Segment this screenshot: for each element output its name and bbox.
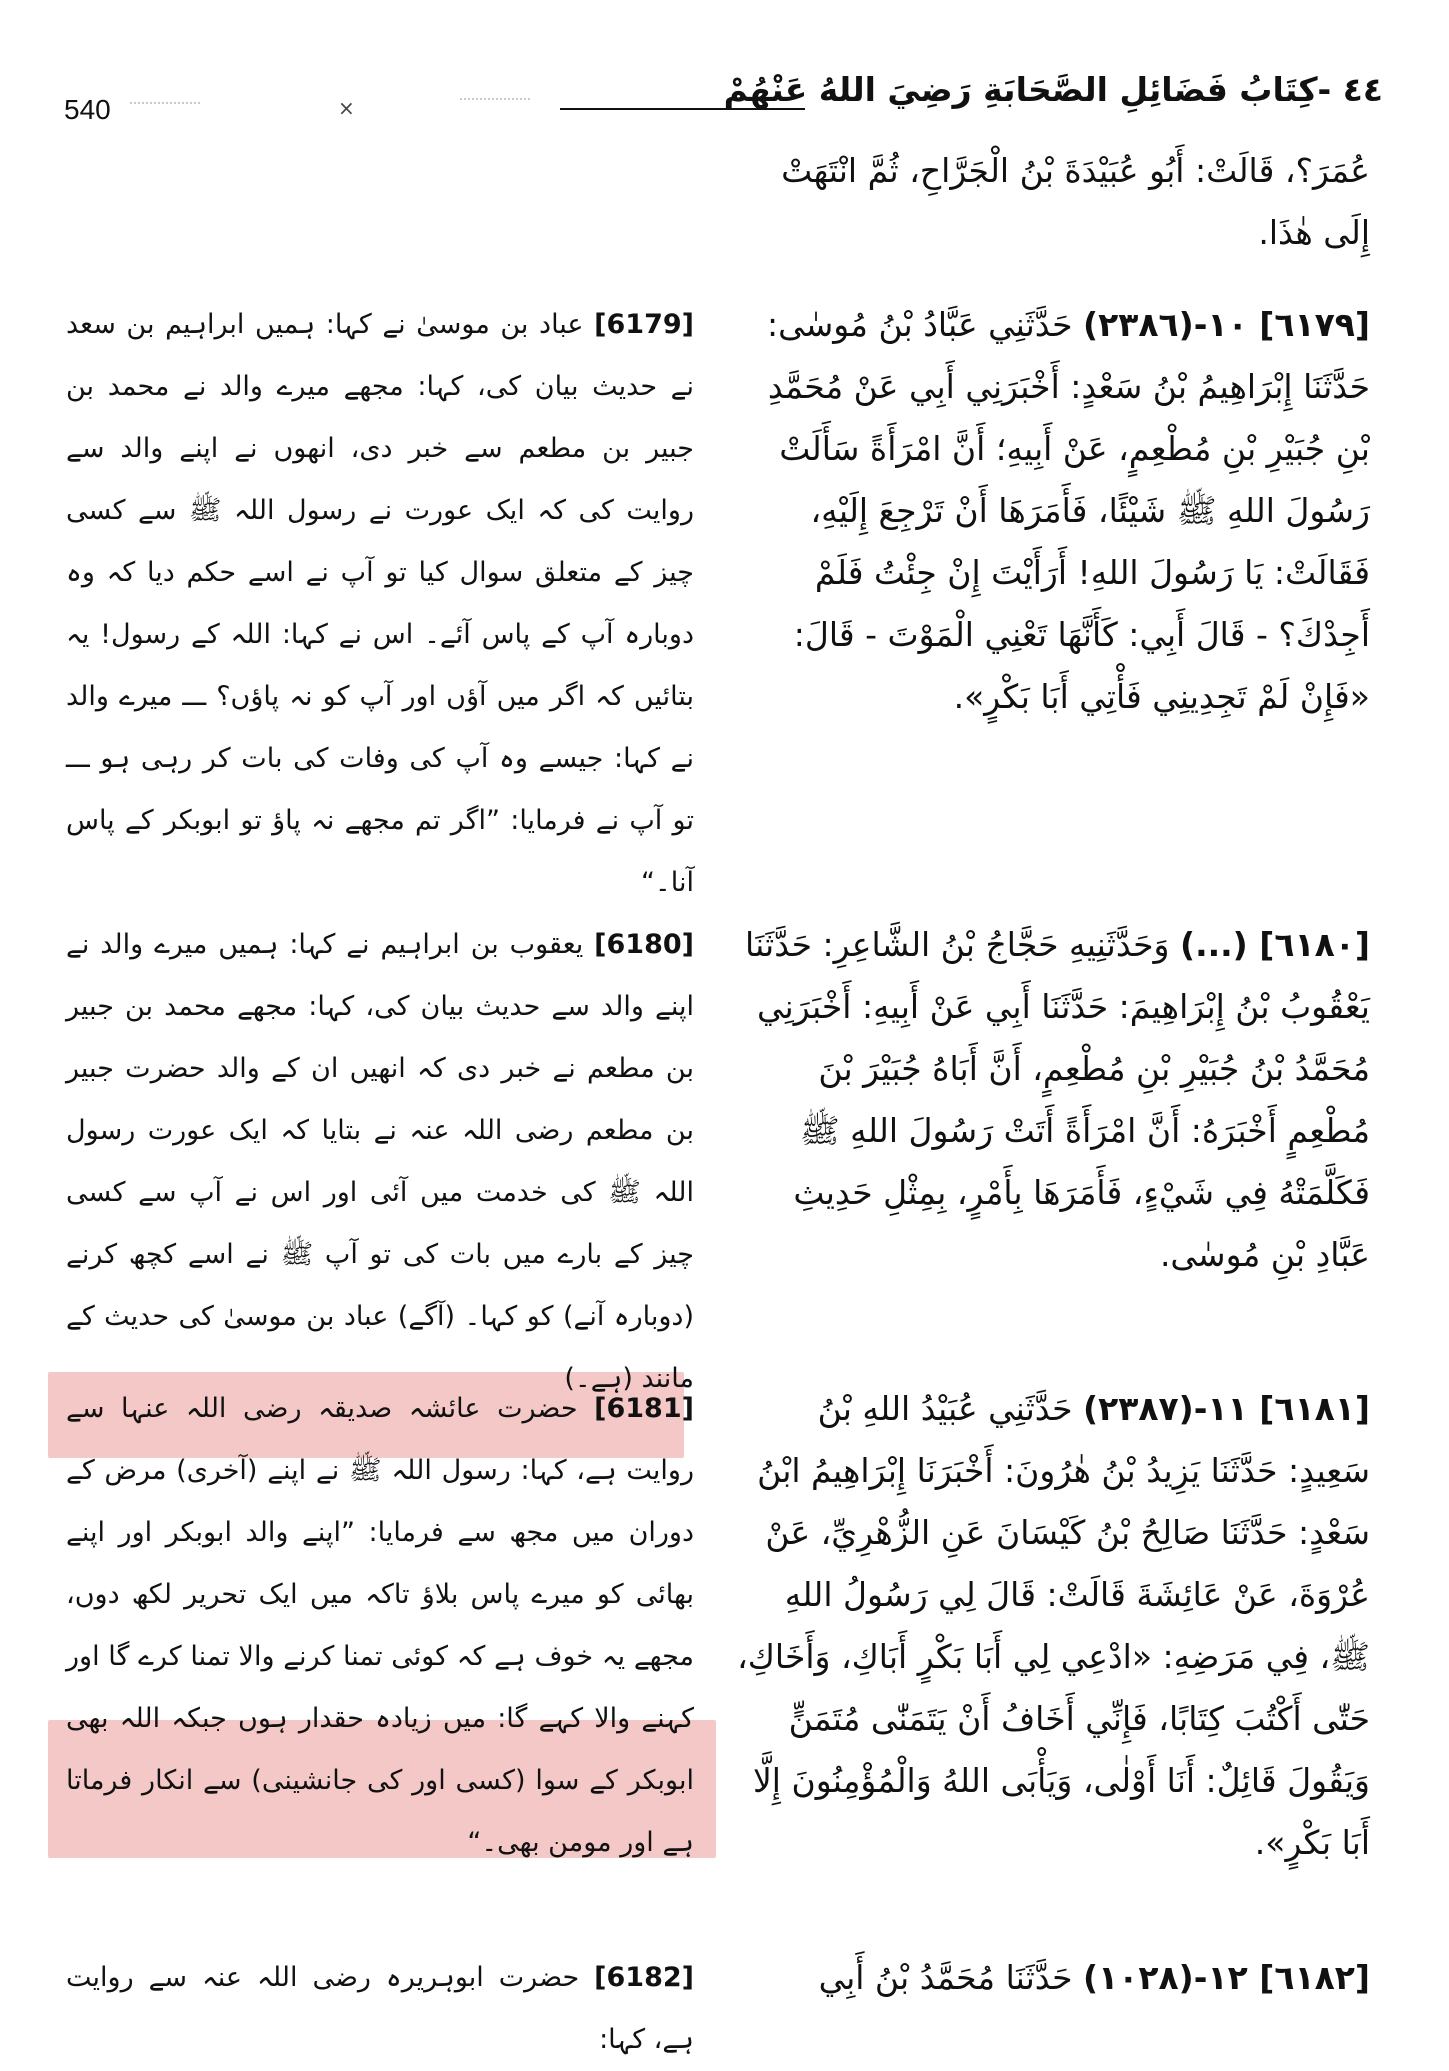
hadith-ref: [6181] [594,1393,694,1424]
arabic-hadith-6182 [730,1947,1370,2009]
hadith-ref: [6180] [594,929,694,960]
arabic-text: عُمَرَ؟، قَالَتْ: أَبُو عُبَيْدَةَ بْنُ الْجَرَّاحِ، ثُمَّ انْتَهَتْ إِلَى هٰذَا. [781,151,1370,252]
page-number: 540 [64,94,111,125]
header-mark: × [338,96,355,120]
hadith-ref: [٦١٨٠] (...) [1179,925,1370,964]
hadith-ref: [6179] [594,309,694,340]
book-title: ٤٤ -كِتَابُ فَضَائِلِ الصَّحَابَةِ رَضِيَ اللهُ عَنْهُمْ [723,70,1383,109]
urdu-text: حضرت عائشہ صدیقہ رضی اللہ عنہا سے روایت ہے، کہا: رسول اللہ ﷺ نے اپنے (آخری) مرض کے دوران میں مجھ سے فرمایا: ”اپنے والد ابوبکر اور اپنے بھائی کو میرے پاس بلاؤ تاکہ میں ایک تحریر لکھ دوں، مجھے یہ خوف ہے کہ کوئی تمنا کرنے والا تمنا کرے گا اور کہنے والا کہے گا: میں زیادہ حقدار ہوں جبکہ اللہ بھی ابوبکر کے سوا (کسی اور کی جانشینی) سے انکار فرماتا ہے اور مومن بھی۔“ [66,1393,694,1858]
header-scan-noise [130,102,200,114]
arabic-text: وَحَدَّثَنِيهِ حَجَّاجُ بْنُ الشَّاعِرِ: حَدَّثَنَا يَعْقُوبُ بْنُ إِبْرَاهِيمَ: حَدَّثَنَا أَبِي عَنْ أَبِيهِ: أَخْبَرَنِي مُحَمَّدُ بْنُ جُبَيْرِ بْنِ مُطْعِمٍ، أَنَّ أَبَاهُ جُبَيْرَ بْنَ مُطْعِمٍ أَخْبَرَهُ: أَنَّ امْرَأَةً أَتَتْ رَسُولَ اللهِ ﷺ فَكَلَّمَتْهُ فِي شَيْءٍ، فَأَمَرَهَا بِأَمْرٍ، بِمِثْلِ حَدِيثِ عَبَّادِ بْنِ مُوسٰى. [745,925,1370,1274]
arabic-continuation [730,140,1370,264]
hadith-ref: [٦١٧٩] ١٠-(٢٣٨٦) [1083,305,1370,344]
arabic-hadith-6180 [730,914,1370,1286]
urdu-translation-6180 [66,914,694,1410]
arabic-text: حَدَّثَنَا مُحَمَّدُ بْنُ أَبِي [818,1958,1073,1997]
hadith-ref: [٦١٨٢] ١٢-(١٠٢٨) [1083,1958,1370,1997]
urdu-translation-6181 [66,1378,694,1874]
hadith-ref: [6182] [594,1962,694,1993]
arabic-hadith-6179 [730,294,1370,728]
urdu-text: حضرت ابوہریرہ رضی اللہ عنہ سے روایت ہے، کہا: [66,1962,694,2055]
urdu-text: یعقوب بن ابراہیم نے کہا: ہمیں میرے والد نے اپنے والد سے حدیث بیان کی، کہا: مجھے محمد بن جبیر بن مطعم نے خبر دی کہ انھیں ان کے والد حضرت جبیر بن مطعم رضی اللہ عنہ نے بتایا کہ ایک عورت رسول اللہ ﷺ کی خدمت میں آئی اور اس نے آپ سے کسی چیز کے بارے میں بات کی تو آپ ﷺ نے اسے کچھ کرنے (دوبارہ آنے) کو کہا۔ (آگے) عباد بن موسیٰ کی حدیث کے مانند (ہے۔) [66,929,694,1394]
arabic-text: حَدَّثَنِي عُبَيْدُ اللهِ بْنُ سَعِيدٍ: حَدَّثَنَا يَزِيدُ بْنُ هٰرُونَ: أَخْبَرَنَا إِبْرَاهِيمُ ابْنُ سَعْدٍ: حَدَّثَنَا صَالِحُ بْنُ كَيْسَانَ عَنِ الزُّهْرِيِّ، عَنْ عُرْوَةَ، عَنْ عَائِشَةَ قَالَتْ: قَالَ لِي رَسُولُ اللهِ ﷺ، فِي مَرَضِهِ: «ادْعِي لِي أَبَا بَكْرٍ أَبَاكِ، وَأَخَاكِ، حَتّٰى أَكْتُبَ كِتَابًا، فَإِنِّي أَخَافُ أَنْ يَتَمَنّٰى مُتَمَنٍّ وَيَقُولَ قَائِلٌ: أَنَا أَوْلٰى، وَيَأْبَى اللهُ وَالْمُؤْمِنُونَ إِلَّا أَبَا بَكْرٍ». [737,1389,1370,1862]
urdu-translation-6182 [66,1947,694,2071]
urdu-translation-6179 [66,294,694,914]
hadith-ref: [٦١٨١] ١١-(٢٣٨٧) [1083,1389,1370,1428]
header-scan-noise-2 [460,98,530,114]
urdu-text: عباد بن موسیٰ نے کہا: ہمیں ابراہیم بن سعد نے حدیث بیان کی، کہا: مجھے میرے والد نے محمد بن جبیر بن مطعم سے خبر دی، انھوں نے اپنے والد سے روایت کی کہ ایک عورت نے رسول اللہ ﷺ سے کسی چیز کے متعلق سوال کیا تو آپ نے اسے حکم دیا کہ وہ دوبارہ آپ کے پاس آئے۔ اس نے کہا: اللہ کے رسول! یہ بتائیں کہ اگر میں آؤں اور آپ کو نہ پاؤں؟ ـــ میرے والد نے کہا: جیسے وہ آپ کی وفات کی بات کر رہی ہو ـــ تو آپ نے فرمایا: ”اگر تم مجھے نہ پاؤ تو ابوبکر کے پاس آنا۔“ [66,309,694,898]
arabic-hadith-6181 [730,1378,1370,1874]
arabic-text: حَدَّثَنِي عَبَّادُ بْنُ مُوسٰى: حَدَّثَنَا إِبْرَاهِيمُ بْنُ سَعْدٍ: أَخْبَرَنِي أَبِي عَنْ مُحَمَّدِ بْنِ جُبَيْرِ بْنِ مُطْعِمٍ، عَنْ أَبِيهِ؛ أَنَّ امْرَأَةً سَأَلَتْ رَسُولَ اللهِ ﷺ شَيْئًا، فَأَمَرَهَا أَنْ تَرْجِعَ إِلَيْهِ، فَقَالَتْ: يَا رَسُولَ اللهِ! أَرَأَيْتَ إِنْ جِئْتُ فَلَمْ أَجِدْكَ؟ - قَالَ أَبِي: كَأَنَّهَا تَعْنِي الْمَوْتَ - قَالَ: «فَإِنْ لَمْ تَجِدِينِي فَأْتِي أَبَا بَكْرٍ». [766,305,1370,716]
